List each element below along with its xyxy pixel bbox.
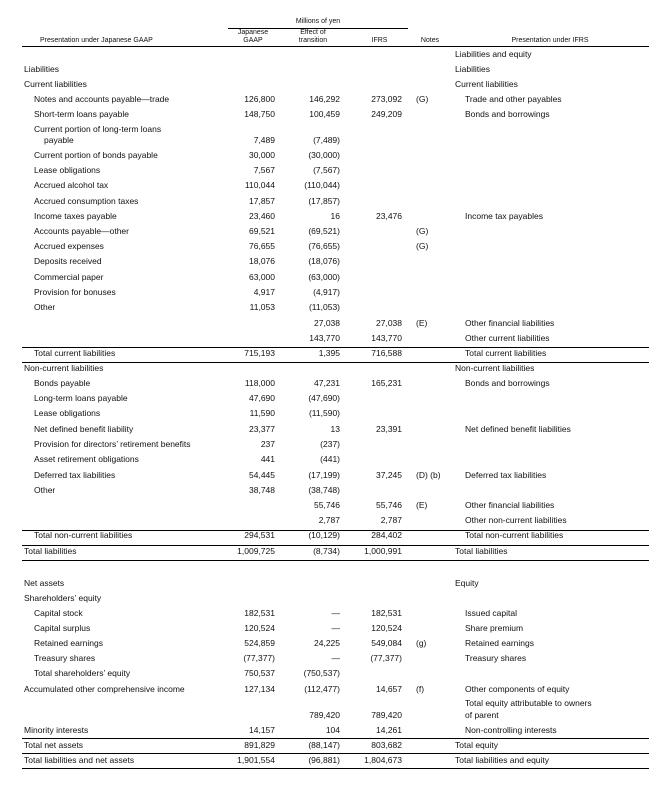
row-jgaap-value: 891,829 [244, 740, 275, 750]
rule-total-lna-top [22, 753, 649, 754]
row-label: Minority interests [24, 725, 89, 735]
row-label: Accrued consumption taxes [34, 196, 139, 206]
row-ifrs-value: 120,524 [371, 623, 402, 633]
row-effect-value: 146,292 [309, 94, 340, 104]
row-ifrs-value: 23,476 [376, 211, 402, 221]
row-effect-value: — [331, 608, 340, 618]
row-label: Total non-current liabilities [34, 530, 133, 540]
row-label: Net assets [24, 578, 65, 588]
row-effect-value: (69,521) [308, 226, 340, 236]
row-effect-value: 27,038 [314, 318, 340, 328]
row-jgaap-value: 524,859 [244, 638, 275, 648]
row-ifrs-label: Liabilities and equity [455, 49, 532, 59]
row-ifrs-value: 165,231 [371, 378, 402, 388]
row-ifrs-label: Liabilities [455, 64, 490, 74]
row-effect-value: 47,231 [314, 378, 340, 388]
row-label: Deferred tax liabilities [34, 470, 116, 480]
row-label: Provision for directors’ retirement benefits [34, 439, 191, 449]
row-effect-value: (18,076) [308, 256, 340, 266]
row-ifrs-label: Bonds and borrowings [465, 378, 550, 388]
row-effect-value: (47,690) [308, 393, 340, 403]
row-ifrs-value: 23,391 [376, 424, 402, 434]
row-label: Liabilities [24, 64, 59, 74]
row-ifrs-label: Current liabilities [455, 79, 518, 89]
row-jgaap-value: 47,690 [249, 393, 275, 403]
row-label: payable [44, 135, 74, 145]
row-label: Total current liabilities [34, 348, 116, 358]
row-label: Long-term loans payable [34, 393, 128, 403]
row-ifrs-value: 273,092 [371, 94, 402, 104]
row-jgaap-value: 441 [260, 454, 275, 464]
row-ifrs-value: 716,588 [371, 348, 402, 358]
row-effect-value: 13 [330, 424, 340, 434]
row-label: Bonds payable [34, 378, 91, 388]
rule-total-current [22, 347, 649, 348]
row-jgaap-value: 127,134 [244, 684, 275, 694]
row-jgaap-value: 30,000 [249, 150, 275, 160]
row-label: Capital stock [34, 608, 83, 618]
row-note: (g) [416, 638, 427, 648]
row-label: Accounts payable—other [34, 226, 129, 236]
row-ifrs-value: 549,084 [371, 638, 402, 648]
row-ifrs-value: 14,261 [376, 725, 402, 735]
row-ifrs-value: (77,377) [370, 653, 402, 663]
row-effect-value: (110,044) [304, 180, 340, 190]
row-effect-value: (17,199) [308, 470, 340, 480]
row-ifrs-label: Total equity attributable to owners [465, 698, 592, 708]
row-note: (E) [416, 500, 428, 510]
row-ifrs-label: Other financial liabilities [465, 318, 555, 328]
row-ifrs-value: 1,000,991 [364, 546, 402, 556]
col-header-notes: Notes [420, 37, 440, 44]
row-jgaap-value: 11,590 [249, 408, 275, 418]
rule-final [22, 768, 649, 769]
row-note: (D) (b) [416, 470, 441, 480]
row-ifrs-value: 55,746 [376, 500, 402, 510]
row-label: Capital surplus [34, 623, 91, 633]
row-label: Other [34, 485, 56, 495]
row-ifrs-label: Equity [455, 578, 479, 588]
row-ifrs-label: Trade and other payables [465, 94, 562, 104]
row-effect-value: (441) [320, 454, 340, 464]
row-note: (G) [416, 226, 429, 236]
row-jgaap-value: 120,524 [244, 623, 275, 633]
row-jgaap-value: 715,193 [244, 348, 275, 358]
row-effect-value: — [331, 623, 340, 633]
col-header-jgaap-line1: Japanese [237, 29, 269, 36]
right-title: Presentation under IFRS [511, 37, 589, 44]
unit-header: Millions of yen [295, 18, 341, 25]
row-label: Provision for bonuses [34, 287, 116, 297]
row-jgaap-value: 237 [260, 439, 275, 449]
row-jgaap-value: 118,000 [244, 378, 275, 388]
row-ifrs-value: 143,770 [371, 333, 402, 343]
row-effect-value: (11,590) [308, 408, 340, 418]
row-ifrs-label: of parent [465, 710, 499, 720]
row-effect-value: 143,770 [309, 333, 340, 343]
rule-noncurrent [22, 362, 649, 363]
row-ifrs-label: Total current liabilities [465, 348, 547, 358]
row-ifrs-label: Non-current liabilities [455, 363, 535, 373]
row-ifrs-value: 789,420 [371, 710, 402, 720]
row-label: Current portion of bonds payable [34, 150, 158, 160]
row-ifrs-label: Retained earnings [465, 638, 534, 648]
row-jgaap-value: 23,377 [249, 424, 275, 434]
row-ifrs-label: Share premium [465, 623, 524, 633]
row-jgaap-value: 23,460 [249, 211, 275, 221]
row-ifrs-value: 284,402 [371, 530, 402, 540]
row-ifrs-label: Other non-current liabilities [465, 515, 567, 525]
row-label: Total liabilities [24, 546, 77, 556]
row-label: Notes and accounts payable—trade [34, 94, 170, 104]
col-header-effect-line1: Effect of [300, 29, 326, 36]
row-label: Total net assets [24, 740, 84, 750]
row-ifrs-label: Other financial liabilities [465, 500, 555, 510]
row-label: Non-current liabilities [24, 363, 104, 373]
row-effect-value: (11,053) [308, 302, 340, 312]
row-effect-value: (8,734) [313, 546, 340, 556]
row-jgaap-value: 1,901,554 [237, 755, 275, 765]
row-effect-value: 2,787 [318, 515, 340, 525]
row-ifrs-label: Net defined benefit liabilities [465, 424, 571, 434]
row-effect-value: (63,000) [308, 272, 340, 282]
row-label: Retained earnings [34, 638, 103, 648]
row-ifrs-value: 249,209 [371, 109, 402, 119]
row-label: Current portion of long-term loans [34, 124, 162, 134]
row-note: (f) [416, 684, 425, 694]
row-ifrs-value: 14,657 [376, 684, 402, 694]
col-header-jgaap-line2: GAAP [243, 37, 263, 44]
row-ifrs-label: Other components of equity [465, 684, 570, 694]
left-title: Presentation under Japanese GAAP [40, 37, 153, 44]
row-effect-value: (237) [320, 439, 340, 449]
row-label: Short-term loans payable [34, 109, 129, 119]
row-ifrs-label: Total liabilities [455, 546, 508, 556]
rule-total-noncurrent [22, 530, 649, 531]
row-effect-value: 1,395 [318, 348, 340, 358]
row-effect-value: (96,881) [308, 755, 340, 765]
row-ifrs-value: 803,682 [371, 740, 402, 750]
row-ifrs-label: Total equity [455, 740, 498, 750]
row-jgaap-value: 76,655 [249, 241, 275, 251]
row-ifrs-label: Non-controlling interests [465, 725, 557, 735]
row-jgaap-value: 63,000 [249, 272, 275, 282]
row-label: Accrued expenses [34, 241, 104, 251]
row-label: Asset retirement obligations [34, 454, 139, 464]
row-label: Shareholders’ equity [24, 593, 102, 603]
row-jgaap-value: 7,489 [253, 135, 275, 145]
rule-total-net-assets-top [22, 738, 649, 739]
row-effect-value: (7,567) [313, 165, 340, 175]
col-header-ifrs: IFRS [371, 37, 388, 44]
header-rule [22, 46, 649, 47]
row-label: Accrued alcohol tax [34, 180, 109, 190]
row-note: (G) [416, 94, 429, 104]
row-jgaap-value: 4,917 [253, 287, 275, 297]
row-ifrs-value: 37,245 [376, 470, 402, 480]
row-effect-value: (30,000) [308, 150, 340, 160]
row-jgaap-value: 17,857 [249, 196, 275, 206]
rule-total-liabilities-top [22, 545, 649, 546]
row-effect-value: 789,420 [309, 710, 340, 720]
row-label: Current liabilities [24, 79, 87, 89]
row-label: Total shareholders’ equity [34, 668, 131, 678]
row-jgaap-value: 11,053 [249, 302, 275, 312]
row-label: Lease obligations [34, 165, 101, 175]
row-jgaap-value: 14,157 [249, 725, 275, 735]
row-jgaap-value: 1,009,725 [237, 546, 275, 556]
row-label: Lease obligations [34, 408, 101, 418]
row-ifrs-label: Bonds and borrowings [465, 109, 550, 119]
row-jgaap-value: 182,531 [244, 608, 275, 618]
row-jgaap-value: 69,521 [249, 226, 275, 236]
row-label: Total liabilities and net assets [24, 755, 135, 765]
row-effect-value: 24,225 [314, 638, 340, 648]
row-ifrs-label: Other current liabilities [465, 333, 550, 343]
row-effect-value: (38,748) [308, 485, 340, 495]
row-effect-value: (10,129) [308, 530, 340, 540]
row-label: Deposits received [34, 256, 102, 266]
row-effect-value: (76,655) [308, 241, 340, 251]
row-ifrs-value: 2,787 [380, 515, 402, 525]
row-ifrs-label: Issued capital [465, 608, 517, 618]
row-effect-value: 104 [325, 725, 340, 735]
row-jgaap-value: 38,748 [249, 485, 275, 495]
row-effect-value: (7,489) [313, 135, 340, 145]
row-ifrs-label: Deferred tax liabilities [465, 470, 547, 480]
row-ifrs-label: Income tax payables [465, 211, 543, 221]
col-header-effect-line2: transition [298, 37, 328, 44]
row-jgaap-value: 294,531 [244, 530, 275, 540]
row-label: Net defined benefit liability [34, 424, 134, 434]
row-label: Accumulated other comprehensive income [24, 684, 185, 694]
row-ifrs-label: Total liabilities and equity [455, 755, 550, 765]
row-note: (G) [416, 241, 429, 251]
row-label: Income taxes payable [34, 211, 117, 221]
row-effect-value: (17,857) [308, 196, 340, 206]
row-ifrs-value: 1,804,673 [364, 755, 402, 765]
row-ifrs-value: 27,038 [376, 318, 402, 328]
row-label: Treasury shares [34, 653, 96, 663]
row-effect-value: (112,477) [304, 684, 340, 694]
row-effect-value: 100,459 [309, 109, 340, 119]
row-ifrs-value: 182,531 [371, 608, 402, 618]
row-effect-value: 16 [330, 211, 340, 221]
row-jgaap-value: 7,567 [253, 165, 275, 175]
col-header-jgaap [228, 29, 278, 45]
row-effect-value: (4,917) [313, 287, 340, 297]
row-effect-value: (750,537) [303, 668, 340, 678]
row-effect-value: (88,147) [308, 740, 340, 750]
col-header-effect [283, 29, 343, 45]
row-label: Commercial paper [34, 272, 104, 282]
row-jgaap-value: 126,800 [244, 94, 275, 104]
row-jgaap-value: 110,044 [244, 180, 275, 190]
row-label: Other [34, 302, 56, 312]
row-ifrs-label: Total non-current liabilities [465, 530, 564, 540]
row-jgaap-value: 148,750 [244, 109, 275, 119]
row-note: (E) [416, 318, 428, 328]
rule-total-liabilities-bottom [22, 560, 649, 561]
row-jgaap-value: (77,377) [243, 653, 275, 663]
row-jgaap-value: 750,537 [244, 668, 275, 678]
row-ifrs-label: Treasury shares [465, 653, 527, 663]
row-jgaap-value: 54,445 [249, 470, 275, 480]
row-jgaap-value: 18,076 [249, 256, 275, 266]
row-effect-value: — [331, 653, 340, 663]
row-effect-value: 55,746 [314, 500, 340, 510]
